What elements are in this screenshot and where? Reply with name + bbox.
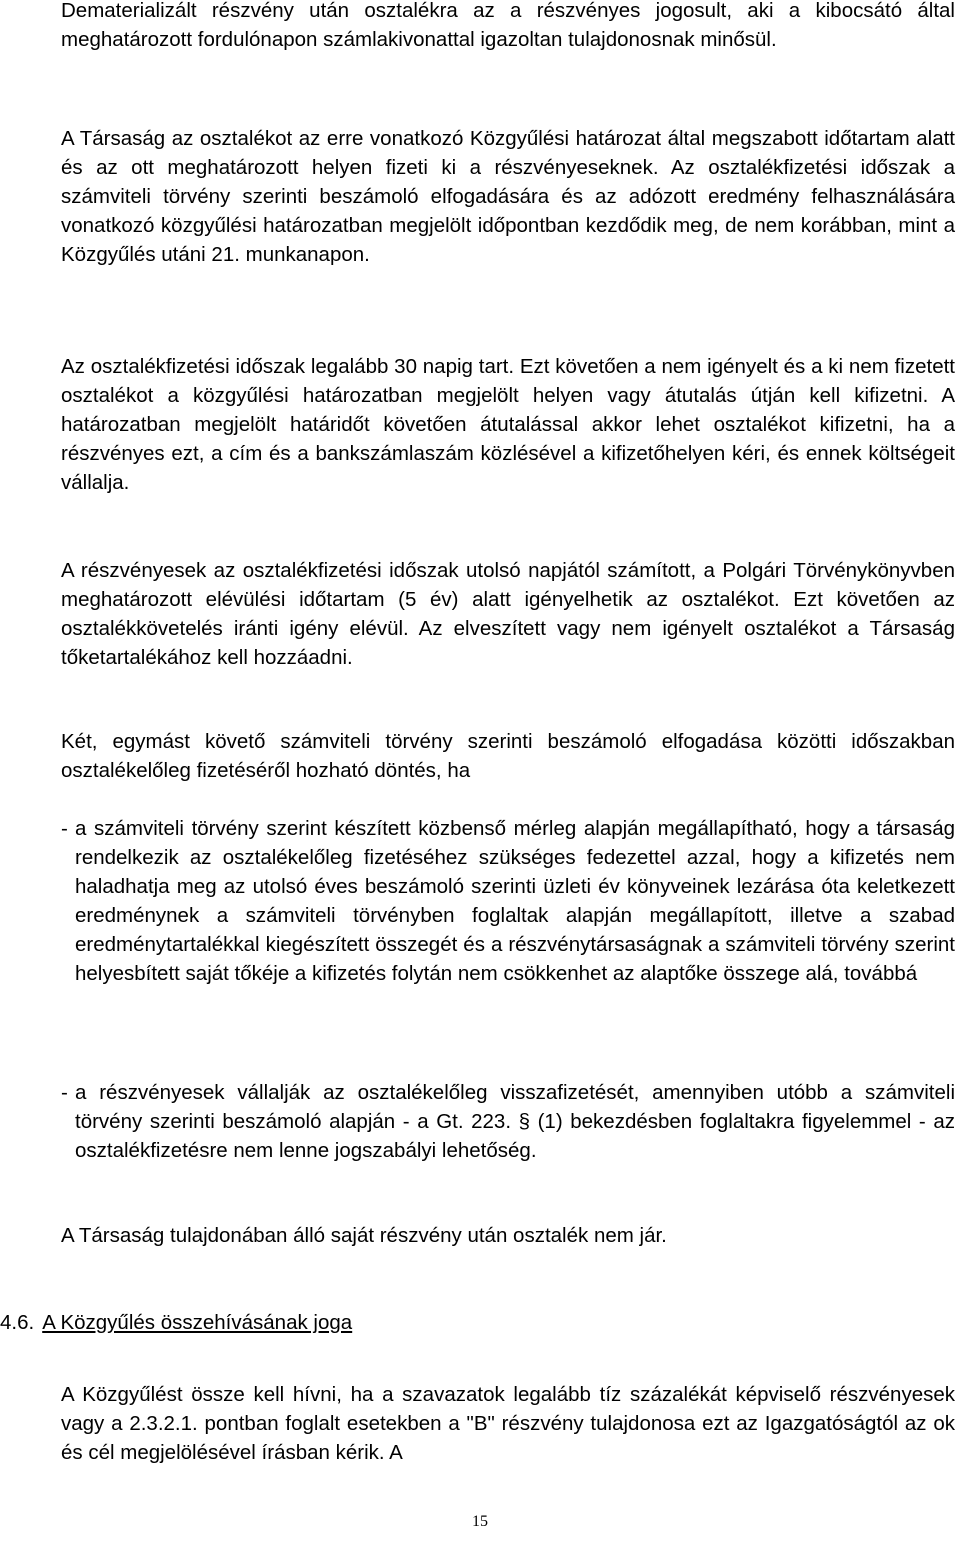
list-item-text: a számviteli törvény szerint készített közbenső mérleg alapján megállapítható, hogy a társaság rendelkezik az osztalékelőleg fizetéséhez szükséges fedezettel azzal, hogy a kifizetés nem haladhatja meg az utolsó éves beszámoló szerinti üzleti év könyveinek lezárása óta keletkezett eredménynek a számviteli törvényben foglaltak alapján megállapított, illetve a szabad eredménytartalékkal kiegészített összegét és a részvénytársaságnak a számviteli törvény szerint helyesbített saját tőkéje a kifizetés folytán nem csökkenhet az alaptőke összege alá, továbbá <box>75 817 955 985</box>
paragraph-dividend-payment: A Társaság az osztalékot az erre vonatkozó Közgyűlési határozat által megszabott időtartam alatt és az ott meghatározott helyen fizeti ki a részvényeseknek. Az osztalékfizetési időszak a számviteli törvény szerinti beszámoló elfogadására és az adózott eredmény felhasználására vonatkozó közgyűlési határozatban megjelölt időpontban kezdődik meg, de nem korábban, mint a Közgyűlés utáni 21. munkanapon. <box>61 127 955 266</box>
section-title: A Közgyűlés összehívásának joga <box>42 1311 353 1334</box>
paragraph-payment-period: Az osztalékfizetési időszak legalább 30 napig tart. Ezt követően a nem igényelt és a ki nem fizetett osztalékot a közgyűlési határozatban megjelölt helyen vagy átutalás útján kell kifizetni. A határozatban megjelölt határidőt követően átutalással akkor lehet osztalékot kifizetni, ha a részvényes ezt, a cím és a bankszámlaszám közlésével a kifizetőhelyen kéri, és ennek költségeit vállalja. <box>61 355 955 494</box>
list-item <box>61 1078 955 1165</box>
paragraph-limitation: A részvényesek az osztalékfizetési időszak utolsó napjától számított, a Polgári Törvénykönyvben meghatározott elévülési időtartam (5 év) alatt igényelhetik az osztalékot. Ezt követően az osztalékkövetelés iránti igény elévül. Az elveszített vagy nem igényelt osztalékot a Társaság tőketartalékához kell hozzáadni. <box>61 559 955 669</box>
section-heading <box>0 1308 352 1337</box>
list-item-text: a részvényesek vállalják az osztalékelőleg visszafizetését, amennyiben utóbb a számviteli törvény szerinti beszámoló alapján - a Gt. 223. § (1) bekezdésben foglaltakra figyelemmel - az osztalékfizetésre nem lenne jogszabályi lehetőség. <box>75 1081 955 1162</box>
list-item <box>61 814 955 988</box>
list-dash: - <box>61 1081 68 1104</box>
paragraph-interim-dividend: Két, egymást követő számviteli törvény szerinti beszámoló elfogadása közötti időszakban osztalékelőleg fizetéséről hozható döntés, ha <box>61 730 955 782</box>
page-number: 15 <box>472 1513 488 1530</box>
paragraph-own-shares: A Társaság tulajdonában álló saját részvény után osztalék nem jár. <box>61 1224 667 1247</box>
section-number: 4.6. <box>0 1311 35 1334</box>
paragraph-dematerialized-shares: Dematerializált részvény után osztalékra az a részvényes jogosult, aki a kibocsátó által meghatározott fordulónapon számlakivonattal igazoltan tulajdonosnak minősül. <box>61 0 955 51</box>
paragraph-general-meeting-convening: A Közgyűlést össze kell hívni, ha a szavazatok legalább tíz százalékát képviselő részvényesek vagy a 2.3.2.1. pontban foglalt esetekben a "B" részvény tulajdonosa ezt az Igazgatóságtól az ok és cél megjelölésével írásban kérik. A <box>61 1383 955 1464</box>
list-dash: - <box>61 817 68 840</box>
